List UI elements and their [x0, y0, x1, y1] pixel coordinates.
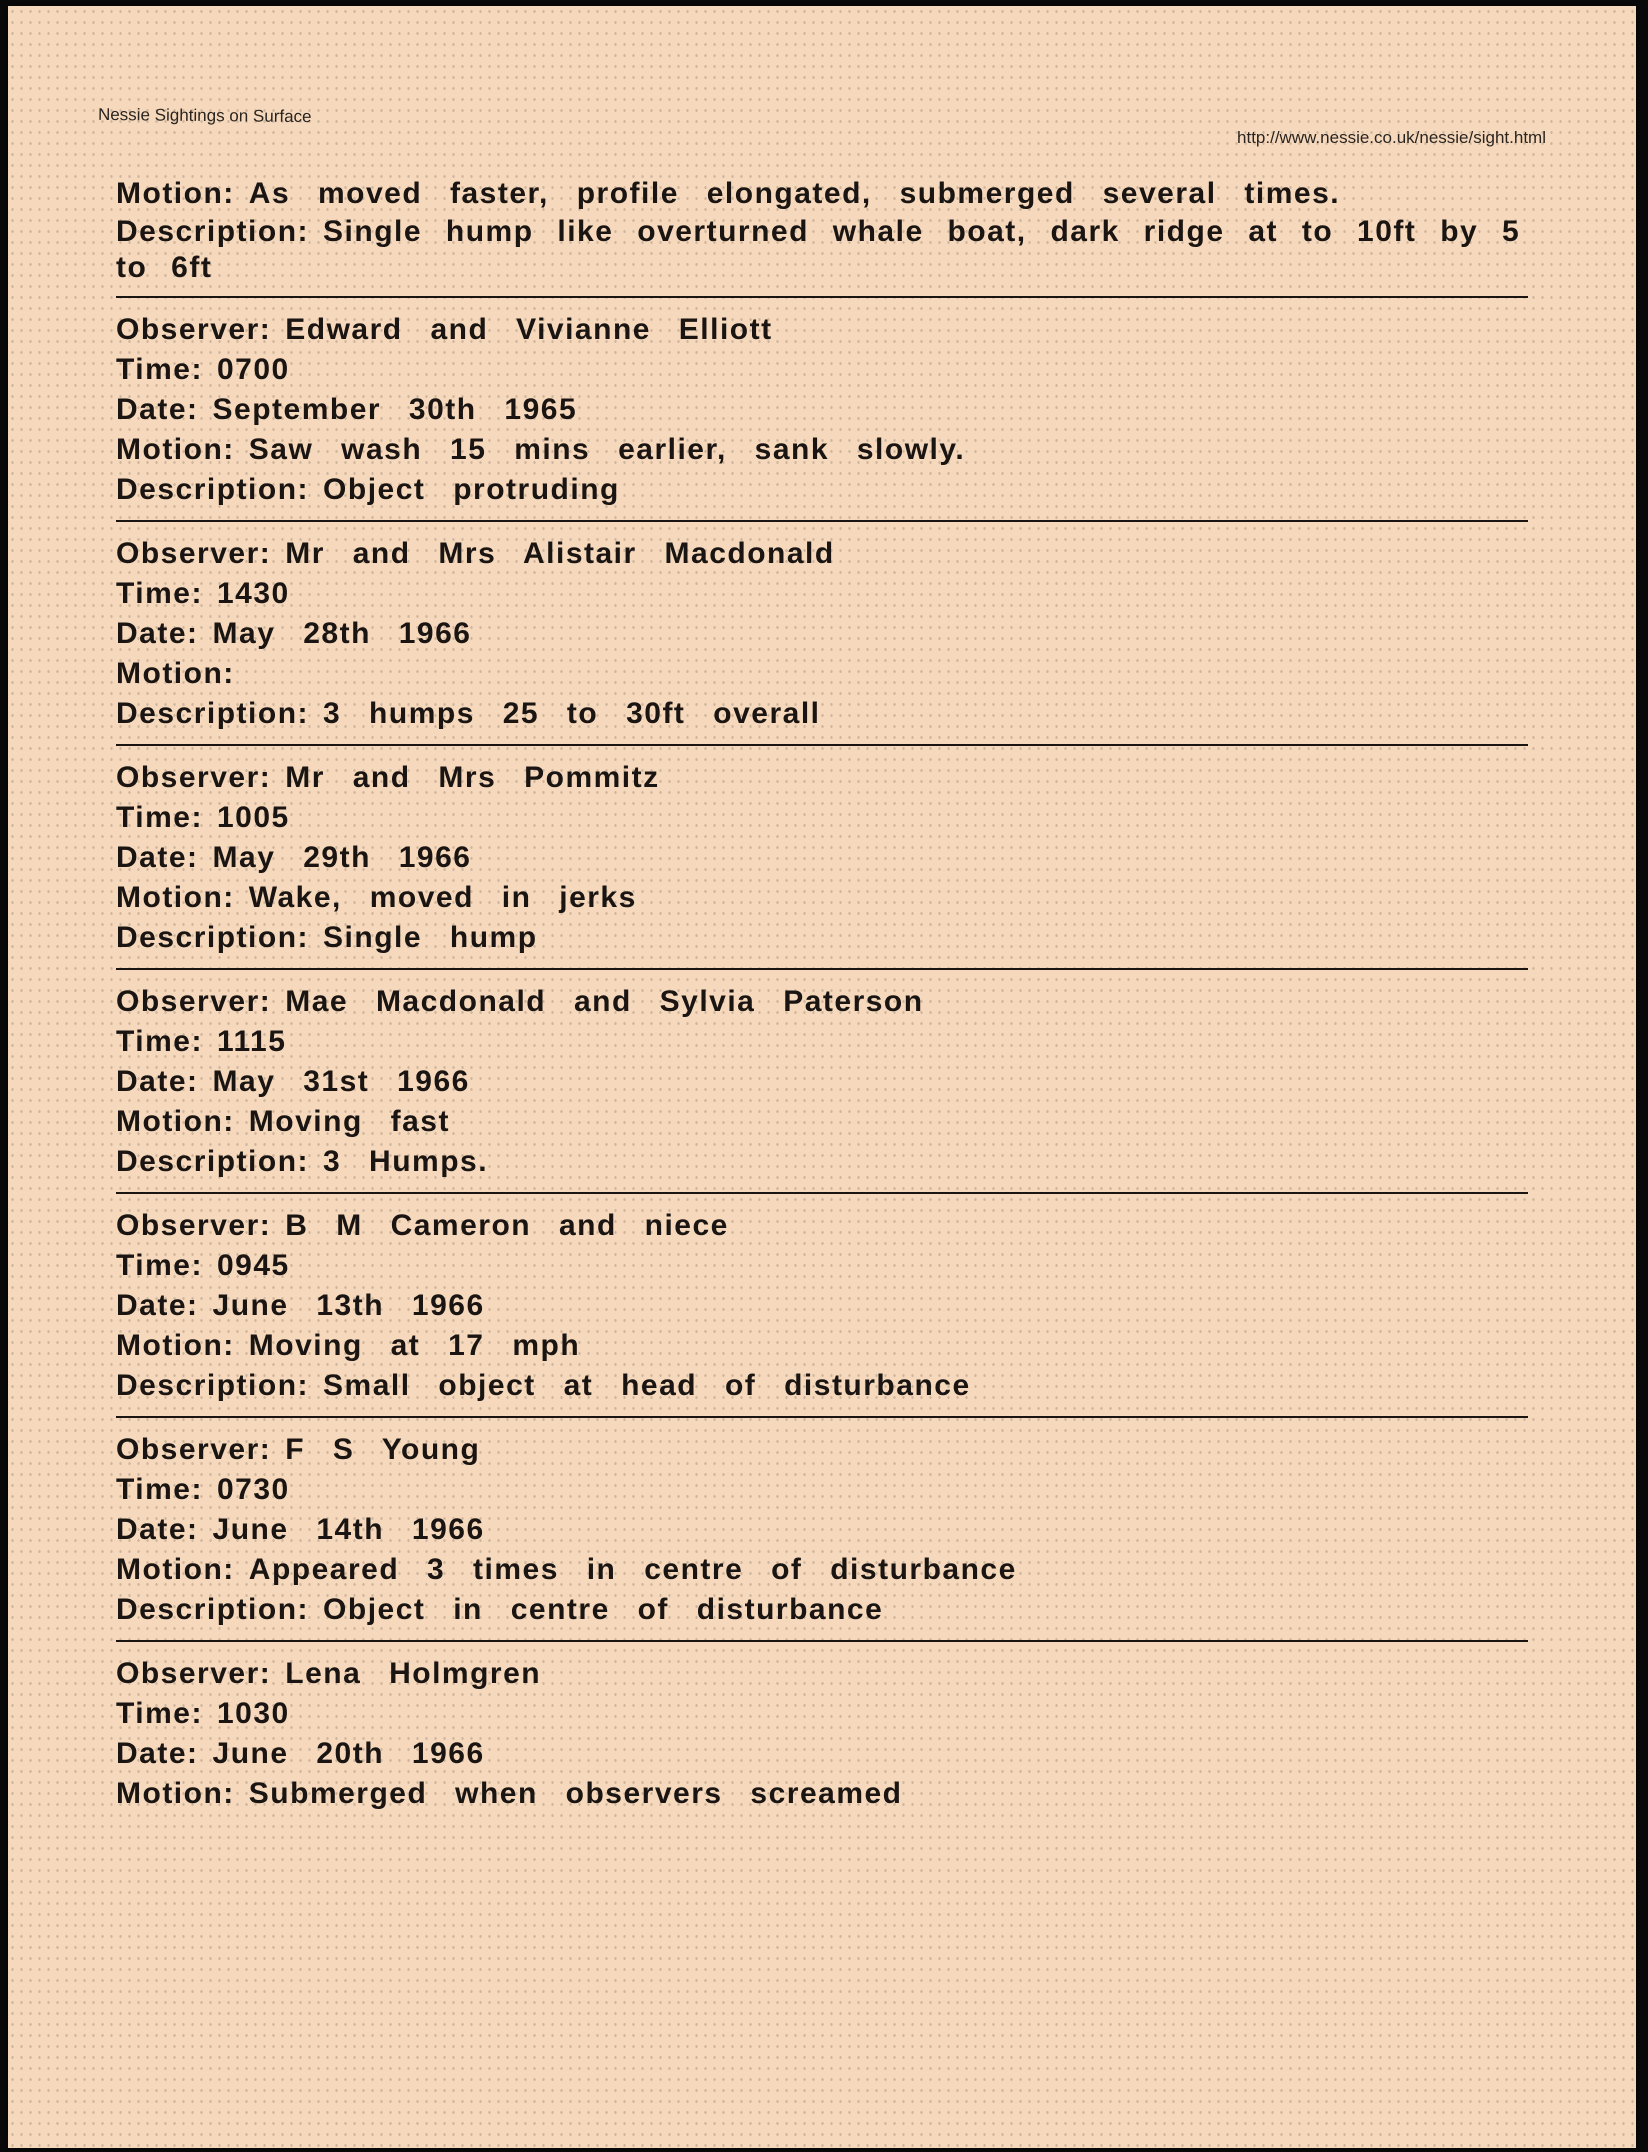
description-value: Object in centre of disturbance: [323, 1593, 884, 1626]
motion-line: [116, 430, 1536, 470]
time-value: 1430: [216, 577, 290, 610]
motion-label: Motion:: [116, 433, 235, 466]
date-value: May 29th 1966: [212, 841, 472, 874]
document-page: [8, 6, 1636, 2148]
description-label: Description:: [116, 473, 310, 506]
time-line: [116, 798, 1536, 838]
date-label: Date:: [116, 1737, 199, 1770]
motion-label: Motion:: [116, 657, 235, 690]
observer-line: [116, 1430, 1536, 1470]
date-line: [116, 1286, 1536, 1326]
time-value: 1030: [216, 1697, 290, 1730]
entry-divider: [116, 296, 1528, 298]
time-value: 1005: [216, 801, 290, 834]
motion-label: Motion:: [116, 1329, 235, 1362]
sighting-entry: [116, 1206, 1536, 1418]
observer-value: F S Young: [285, 1433, 481, 1466]
time-line: [116, 1022, 1536, 1062]
observer-line: [116, 1654, 1536, 1694]
time-line: [116, 1246, 1536, 1286]
date-value: September 30th 1965: [212, 393, 578, 426]
description-label: Description:: [116, 215, 310, 248]
observer-value: Mr and Mrs Alistair Macdonald: [285, 537, 835, 570]
observer-line: [116, 758, 1536, 798]
motion-line: [116, 878, 1536, 918]
motion-line: [116, 1550, 1536, 1590]
date-line: [116, 1510, 1536, 1550]
description-value: Object protruding: [323, 473, 620, 506]
date-line: [116, 1734, 1536, 1774]
date-value: May 31st 1966: [212, 1065, 470, 1098]
motion-label: Motion:: [116, 1777, 235, 1810]
date-value: May 28th 1966: [212, 617, 472, 650]
observer-value: Mae Macdonald and Sylvia Paterson: [285, 985, 924, 1018]
time-label: Time:: [116, 801, 203, 834]
observer-value: B M Cameron and niece: [285, 1209, 729, 1242]
observer-label: Observer:: [116, 537, 272, 570]
description-line: [116, 470, 1536, 510]
observer-label: Observer:: [116, 761, 272, 794]
date-line: [116, 838, 1536, 878]
observer-label: Observer:: [116, 985, 272, 1018]
time-line: [116, 1470, 1536, 1510]
motion-value: Appeared 3 times in centre of disturbance: [248, 1553, 1017, 1586]
entry-divider: [116, 1640, 1528, 1642]
description-line: [116, 1366, 1536, 1406]
observer-value: Lena Holmgren: [285, 1657, 542, 1690]
description-value: 3 Humps.: [323, 1145, 489, 1178]
observer-line: [116, 310, 1536, 350]
time-value: 1115: [216, 1025, 287, 1058]
description-value: Small object at head of disturbance: [323, 1369, 971, 1402]
description-line: [116, 1142, 1536, 1182]
date-value: June 14th 1966: [212, 1513, 485, 1546]
observer-label: Observer:: [116, 1433, 272, 1466]
motion-value: Moving fast: [248, 1105, 450, 1138]
entry-divider: [116, 1192, 1528, 1194]
date-label: Date:: [116, 393, 199, 426]
time-label: Time:: [116, 1249, 203, 1282]
date-label: Date:: [116, 617, 199, 650]
time-label: Time:: [116, 1473, 203, 1506]
date-label: Date:: [116, 1289, 199, 1322]
motion-line: [116, 1326, 1536, 1366]
time-label: Time:: [116, 577, 203, 610]
motion-value: Wake, moved in jerks: [248, 881, 637, 914]
sighting-entry: [116, 758, 1536, 970]
time-value: 0730: [216, 1473, 290, 1506]
entry-divider: [116, 1416, 1528, 1418]
observer-label: Observer:: [116, 313, 272, 346]
time-value: 0700: [216, 353, 290, 386]
continuation-description: [116, 214, 1536, 286]
date-line: [116, 614, 1536, 654]
observer-label: Observer:: [116, 1209, 272, 1242]
date-line: [116, 1062, 1536, 1102]
sighting-entry: [116, 310, 1536, 522]
description-label: Description:: [116, 1369, 310, 1402]
continuation-entry: [116, 174, 1536, 298]
description-value: Single hump: [323, 921, 538, 954]
entry-divider: [116, 520, 1528, 522]
date-value: June 20th 1966: [212, 1737, 485, 1770]
date-value: June 13th 1966: [212, 1289, 485, 1322]
description-label: Description:: [116, 1593, 310, 1626]
date-label: Date:: [116, 841, 199, 874]
motion-line: [116, 654, 1536, 694]
sighting-entry: [116, 1654, 1536, 1814]
time-label: Time:: [116, 1025, 203, 1058]
time-value: 0945: [216, 1249, 290, 1282]
entry-divider: [116, 744, 1528, 746]
motion-label: Motion:: [116, 177, 235, 210]
motion-label: Motion:: [116, 881, 235, 914]
motion-label: Motion:: [116, 1105, 235, 1138]
description-value: 3 humps 25 to 30ft overall: [323, 697, 821, 730]
observer-line: [116, 982, 1536, 1022]
observer-value: Edward and Vivianne Elliott: [285, 313, 773, 346]
description-label: Description:: [116, 697, 310, 730]
sighting-entry: [116, 982, 1536, 1194]
motion-label: Motion:: [116, 1553, 235, 1586]
observer-line: [116, 534, 1536, 574]
motion-value: Saw wash 15 mins earlier, sank slowly.: [248, 433, 966, 466]
observer-value: Mr and Mrs Pommitz: [285, 761, 660, 794]
date-line: [116, 390, 1536, 430]
time-label: Time:: [116, 1697, 203, 1730]
time-line: [116, 350, 1536, 390]
time-line: [116, 574, 1536, 614]
sighting-entry: [116, 1430, 1536, 1642]
observer-label: Observer:: [116, 1657, 272, 1690]
description-line: [116, 918, 1536, 958]
time-line: [116, 1694, 1536, 1734]
page-header-url: http://www.nessie.co.uk/nessie/sight.html: [1237, 128, 1546, 147]
entry-divider: [116, 968, 1528, 970]
page-header-title: Nessie Sightings on Surface: [97, 104, 312, 127]
sightings-list: [116, 174, 1536, 1814]
date-label: Date:: [116, 1065, 199, 1098]
motion-value: Submerged when observers screamed: [248, 1777, 903, 1810]
description-line: [116, 1590, 1536, 1630]
continuation-motion: [116, 174, 1536, 214]
motion-value: As moved faster, profile elongated, submerged several times.: [248, 177, 1341, 210]
description-label: Description:: [116, 1145, 310, 1178]
motion-line: [116, 1774, 1536, 1814]
time-label: Time:: [116, 353, 203, 386]
observer-line: [116, 1206, 1536, 1246]
sighting-entry: [116, 534, 1536, 746]
description-value: Single hump like overturned whale boat, dark ridge at to 10ft by 5 to 6ft: [116, 215, 1521, 284]
date-label: Date:: [116, 1513, 199, 1546]
motion-line: [116, 1102, 1536, 1142]
motion-value: Moving at 17 mph: [248, 1329, 581, 1362]
description-label: Description:: [116, 921, 310, 954]
description-line: [116, 694, 1536, 734]
